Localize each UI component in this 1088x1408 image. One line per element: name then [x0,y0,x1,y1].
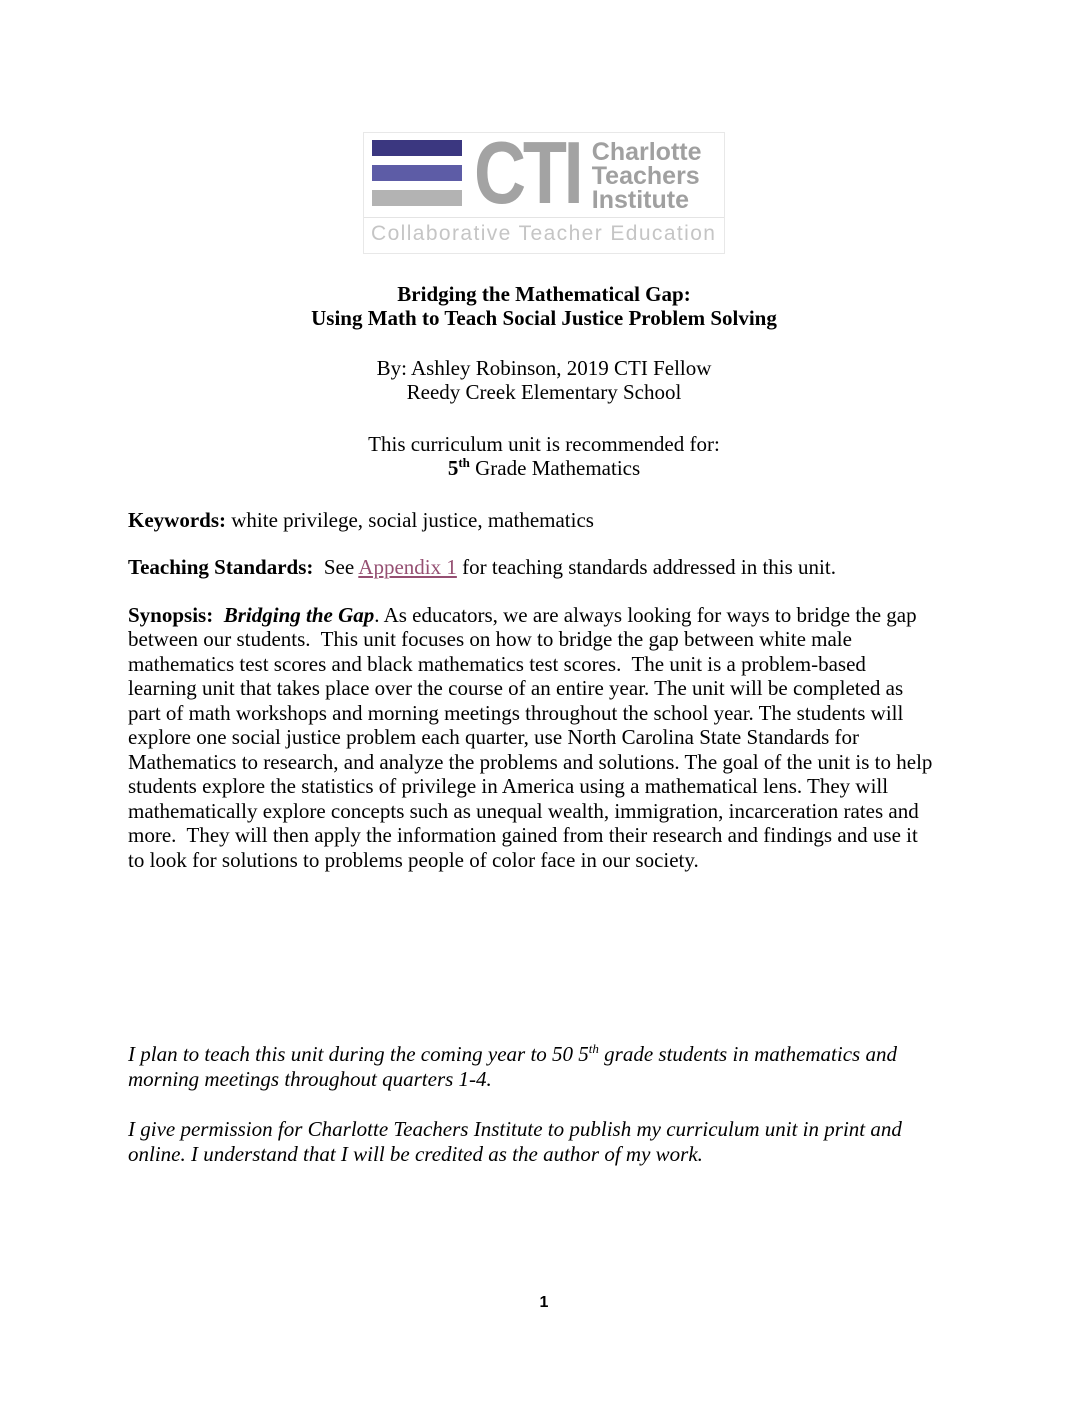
keywords-line [128,508,934,533]
teach-plan-before-sup: I plan to teach this unit during the coming year to 50 5 [128,1042,589,1066]
recommendation [0,432,1088,481]
grade-number: 5 [447,456,459,480]
keywords-value: white privilege, social justice, mathematics [226,507,594,532]
cti-logo-bars-icon [372,140,462,206]
synopsis-label: Synopsis: [128,602,214,627]
appendix-1-link[interactable]: Appendix 1 [358,555,457,579]
teaching-standards-before-link: See [313,555,359,579]
synopsis-body: . As educators, we are always looking for ways to bridge the gap between our students. This unit focuses on how to bridge the gap between white male mathematics test scores and black mathematics test scores. The unit is a problem-based learning unit that takes place over the course of an entire year. The unit will be completed as part of math workshops and morning meetings throughout the school year. The students will explore one social justice problem each quarter, use North Carolina State Standards for Mathematics to research, and analyze the problems and solutions. The goal of the unit is to help students explore the statistics of privilege in America using a mathematical lens. They will mathematically explore concepts such as unequal wealth, immigration, incarceration rates and more. They will then apply the information gained from their research and findings and use it to look for solutions to problems people of color face in our society. [128,602,938,872]
title-line-2: Using Math to Teach Social Justice Problem Solving [311,306,777,330]
title-line-1: Bridging the Mathematical Gap: [397,281,691,306]
teach-plan-after-sup: grade students in mathematics and morning meetings throughout quarters 1-4. [128,1042,903,1091]
logo-name-line-3: Institute [591,186,689,214]
byline-school: Reedy Creek Elementary School [406,380,682,404]
teaching-standards-line [128,555,934,580]
logo-bar-bottom [372,190,462,206]
document-title [0,282,1088,331]
permission-paragraph: I give permission for Charlotte Teachers Institute to publish my curriculum unit in print and online. I understand that I will be credited as the author of my work. [128,1117,908,1166]
cti-logo-name [592,140,702,212]
synopsis-unit-title: Bridging the Gap [213,602,375,627]
cti-logo-top [364,132,724,222]
grade-ordinal-suffix: th [458,455,470,470]
byline [0,356,1088,405]
logo-name-line-2: Teachers [591,162,700,190]
keywords-label: Keywords: [128,507,226,532]
teaching-standards-after-link: for teaching standards addressed in this unit. [456,555,836,579]
logo-name-line-1: Charlotte [591,138,702,166]
cti-logo-tagline: Collaborative Teacher Education [364,217,724,253]
byline-author: By: Ashley Robinson, 2019 CTI Fellow [376,355,712,380]
logo-bar-top [372,140,462,156]
synopsis-paragraph [128,602,938,873]
teaching-standards-label: Teaching Standards: [128,555,314,579]
teach-plan-paragraph [128,1042,934,1091]
logo-bar-middle [372,165,462,181]
teach-plan-ordinal-suffix: th [588,1041,599,1056]
recommendation-grade [0,456,1088,481]
cti-logo [363,132,725,254]
page-number: 1 [539,1294,549,1311]
grade-subject: Grade Mathematics [469,456,641,480]
recommendation-intro: This curriculum unit is recommended for: [368,431,720,456]
cti-logo-acronym: CTI [474,132,581,222]
